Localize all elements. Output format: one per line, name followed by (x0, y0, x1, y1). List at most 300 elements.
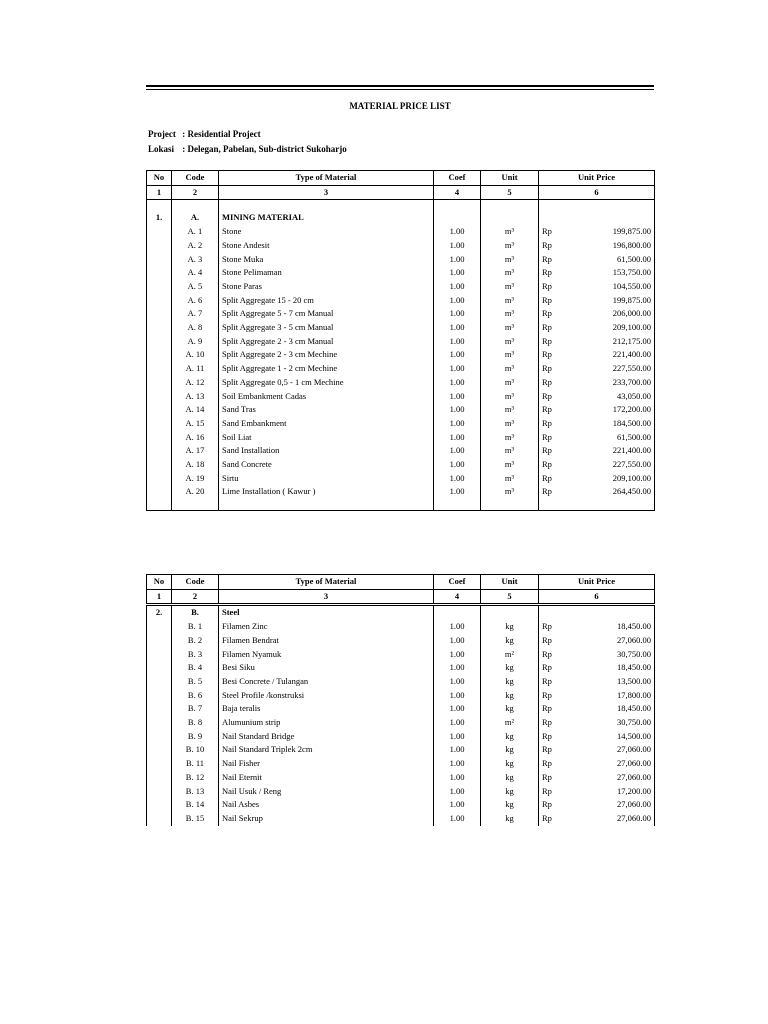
price-value: 17,800.00 (617, 689, 651, 700)
price-value: 104,550.00 (612, 280, 651, 291)
currency: Rp (542, 459, 552, 470)
col-code-header: Code (172, 575, 219, 590)
top-double-rule-inner (146, 89, 654, 90)
material-name: Split Aggregate 5 - 7 cm Manual (219, 307, 434, 321)
col-unit-header: Unit (481, 171, 539, 186)
material-row (147, 716, 655, 730)
material-name: Sand Concrete (219, 458, 434, 472)
currency: Rp (542, 280, 552, 291)
material-code: A. 16 (172, 431, 219, 445)
material-name: Split Aggregate 2 - 3 cm Manual (219, 335, 434, 349)
currency: Rp (542, 486, 552, 497)
material-name: Stone Andesit (219, 239, 434, 253)
material-coef: 1.00 (434, 757, 481, 771)
row-no (147, 321, 172, 335)
row-no (147, 348, 172, 362)
material-unit: m³ (481, 280, 539, 294)
material-row (147, 431, 655, 445)
material-unit: m³ (481, 472, 539, 486)
price-value: 153,750.00 (612, 267, 651, 278)
material-price (539, 335, 655, 349)
material-row (147, 634, 655, 648)
material-coef: 1.00 (434, 812, 481, 826)
price-value: 27,060.00 (617, 758, 651, 769)
material-name: Stone (219, 225, 434, 239)
material-name: Split Aggregate 15 - 20 cm (219, 294, 434, 308)
material-row (147, 417, 655, 431)
location-line (148, 144, 347, 154)
currency: Rp (542, 376, 552, 387)
material-price (539, 472, 655, 486)
material-unit: m³ (481, 266, 539, 280)
material-price (539, 294, 655, 308)
material-price (539, 675, 655, 689)
material-name: Filamen Bendrat (219, 634, 434, 648)
material-name: Filamen Nyamuk (219, 648, 434, 662)
currency: Rp (542, 267, 552, 278)
material-code: A. 19 (172, 472, 219, 486)
row-no (147, 390, 172, 404)
material-unit: m³ (481, 321, 539, 335)
material-row (147, 798, 655, 812)
material-unit: m³ (481, 239, 539, 253)
material-row (147, 785, 655, 799)
material-row (147, 458, 655, 472)
material-row (147, 239, 655, 253)
material-coef: 1.00 (434, 634, 481, 648)
material-coef: 1.00 (434, 253, 481, 267)
material-unit: m³ (481, 294, 539, 308)
material-code: A. 10 (172, 348, 219, 362)
material-code: A. 7 (172, 307, 219, 321)
material-price (539, 321, 655, 335)
material-row (147, 253, 655, 267)
col-num: 3 (219, 185, 434, 200)
currency: Rp (542, 294, 552, 305)
price-value: 43,050.00 (617, 390, 651, 401)
section-heading-row (147, 605, 655, 620)
spacer-row (147, 200, 655, 212)
col-price-header: Unit Price (539, 575, 655, 590)
material-coef: 1.00 (434, 348, 481, 362)
section-heading-row (147, 211, 655, 225)
price-value: 199,875.00 (612, 226, 651, 237)
material-price (539, 362, 655, 376)
currency: Rp (542, 390, 552, 401)
material-coef: 1.00 (434, 335, 481, 349)
currency: Rp (542, 634, 552, 645)
price-value: 30,750.00 (617, 648, 651, 659)
row-no (147, 716, 172, 730)
section-name: Steel (219, 605, 434, 620)
price-value: 14,500.00 (617, 730, 651, 741)
material-price (539, 348, 655, 362)
material-code: B. 2 (172, 634, 219, 648)
price-value: 18,450.00 (617, 621, 651, 632)
material-name: Filamen Zinc (219, 620, 434, 634)
material-unit: kg (481, 785, 539, 799)
project-line (148, 129, 261, 139)
currency: Rp (542, 689, 552, 700)
material-row (147, 280, 655, 294)
row-no (147, 771, 172, 785)
price-value: 61,500.00 (617, 431, 651, 442)
material-code: A. 5 (172, 280, 219, 294)
price-value: 27,060.00 (617, 634, 651, 645)
material-row (147, 321, 655, 335)
currency: Rp (542, 363, 552, 374)
material-unit: kg (481, 620, 539, 634)
material-row (147, 812, 655, 826)
material-coef: 1.00 (434, 307, 481, 321)
material-unit: kg (481, 634, 539, 648)
material-name: Stone Muka (219, 253, 434, 267)
material-code: A. 3 (172, 253, 219, 267)
material-name: Nail Fisher (219, 757, 434, 771)
material-coef: 1.00 (434, 431, 481, 445)
material-coef: 1.00 (434, 294, 481, 308)
currency: Rp (542, 621, 552, 632)
material-price (539, 634, 655, 648)
material-coef: 1.00 (434, 417, 481, 431)
material-unit: kg (481, 661, 539, 675)
price-value: 27,060.00 (617, 799, 651, 810)
material-code: B. 14 (172, 798, 219, 812)
price-value: 18,450.00 (617, 662, 651, 673)
material-row (147, 661, 655, 675)
material-name: Steel Profile /konstruksi (219, 689, 434, 703)
row-no (147, 458, 172, 472)
price-value: 221,400.00 (612, 445, 651, 456)
material-name: Sand Tras (219, 403, 434, 417)
page-title: MATERIAL PRICE LIST (349, 101, 451, 111)
material-unit: kg (481, 730, 539, 744)
material-unit: kg (481, 757, 539, 771)
col-num: 2 (172, 185, 219, 200)
material-code: B. 5 (172, 675, 219, 689)
row-no (147, 648, 172, 662)
material-coef: 1.00 (434, 743, 481, 757)
col-no-header: No (147, 171, 172, 186)
material-code: B. 6 (172, 689, 219, 703)
currency: Rp (542, 812, 552, 823)
material-unit: m³ (481, 225, 539, 239)
price-value: 227,550.00 (612, 363, 651, 374)
material-row (147, 743, 655, 757)
material-row (147, 266, 655, 280)
price-value: 221,400.00 (612, 349, 651, 360)
currency: Rp (542, 308, 552, 319)
material-code: A. 12 (172, 376, 219, 390)
material-unit: m³ (481, 253, 539, 267)
material-code: A. 4 (172, 266, 219, 280)
material-name: Nail Asbes (219, 798, 434, 812)
material-coef: 1.00 (434, 798, 481, 812)
material-code: B. 4 (172, 661, 219, 675)
material-price (539, 812, 655, 826)
row-no (147, 743, 172, 757)
currency: Rp (542, 703, 552, 714)
spacer-row (147, 499, 655, 511)
currency: Rp (542, 253, 552, 264)
material-code: B. 11 (172, 757, 219, 771)
material-code: B. 12 (172, 771, 219, 785)
material-price (539, 280, 655, 294)
material-coef: 1.00 (434, 730, 481, 744)
price-value: 227,550.00 (612, 459, 651, 470)
material-coef: 1.00 (434, 444, 481, 458)
material-price (539, 417, 655, 431)
material-unit: m³ (481, 444, 539, 458)
material-unit: m² (481, 648, 539, 662)
material-price (539, 239, 655, 253)
material-unit: m³ (481, 403, 539, 417)
material-coef: 1.00 (434, 702, 481, 716)
price-value: 27,060.00 (617, 771, 651, 782)
col-type-header: Type of Material (219, 575, 434, 590)
row-no (147, 335, 172, 349)
price-value: 264,450.00 (612, 486, 651, 497)
material-name: Nail Eternit (219, 771, 434, 785)
material-coef: 1.00 (434, 675, 481, 689)
row-no (147, 812, 172, 826)
currency: Rp (542, 472, 552, 483)
material-row (147, 702, 655, 716)
row-no (147, 472, 172, 486)
material-row (147, 472, 655, 486)
row-no (147, 757, 172, 771)
material-coef: 1.00 (434, 239, 481, 253)
currency: Rp (542, 239, 552, 250)
material-price (539, 620, 655, 634)
price-value: 209,100.00 (612, 322, 651, 333)
price-value: 196,800.00 (612, 239, 651, 250)
currency: Rp (542, 322, 552, 333)
material-row (147, 771, 655, 785)
material-row (147, 757, 655, 771)
material-unit: m³ (481, 376, 539, 390)
material-coef: 1.00 (434, 472, 481, 486)
row-no (147, 730, 172, 744)
material-code: A. 11 (172, 362, 219, 376)
material-code: B. 13 (172, 785, 219, 799)
material-name: Sand Embankment (219, 417, 434, 431)
row-no (147, 266, 172, 280)
material-row (147, 689, 655, 703)
material-row (147, 648, 655, 662)
material-code: B. 7 (172, 702, 219, 716)
material-name: Nail Sekrup (219, 812, 434, 826)
material-price (539, 485, 655, 499)
material-coef: 1.00 (434, 280, 481, 294)
material-price (539, 730, 655, 744)
material-name: Stone Paras (219, 280, 434, 294)
material-coef: 1.00 (434, 458, 481, 472)
material-price (539, 225, 655, 239)
material-name: Split Aggregate 3 - 5 cm Manual (219, 321, 434, 335)
project-label: Project (148, 129, 176, 139)
material-code: B. 8 (172, 716, 219, 730)
material-price (539, 431, 655, 445)
material-price (539, 307, 655, 321)
row-no (147, 376, 172, 390)
material-coef: 1.00 (434, 321, 481, 335)
material-price (539, 702, 655, 716)
material-code: A. 17 (172, 444, 219, 458)
price-value: 199,875.00 (612, 294, 651, 305)
material-row (147, 620, 655, 634)
material-code: A. 1 (172, 225, 219, 239)
material-price (539, 785, 655, 799)
row-no (147, 485, 172, 499)
col-num: 2 (172, 589, 219, 605)
material-price (539, 266, 655, 280)
price-value: 209,100.00 (612, 472, 651, 483)
material-coef: 1.00 (434, 689, 481, 703)
currency: Rp (542, 335, 552, 346)
material-unit: m³ (481, 335, 539, 349)
price-table-steel (146, 574, 655, 826)
col-num: 6 (539, 589, 655, 605)
material-name: Soil Liat (219, 431, 434, 445)
col-unit-header: Unit (481, 575, 539, 590)
material-price (539, 390, 655, 404)
currency: Rp (542, 730, 552, 741)
section-code: B. (172, 605, 219, 620)
col-num: 6 (539, 185, 655, 200)
material-unit: m³ (481, 362, 539, 376)
material-unit: m³ (481, 307, 539, 321)
material-row (147, 335, 655, 349)
col-no-header: No (147, 575, 172, 590)
material-coef: 1.00 (434, 390, 481, 404)
material-code: B. 15 (172, 812, 219, 826)
material-unit: kg (481, 675, 539, 689)
material-name: Alumunium strip (219, 716, 434, 730)
material-unit: kg (481, 771, 539, 785)
col-num: 5 (481, 589, 539, 605)
material-row (147, 390, 655, 404)
top-double-rule (146, 85, 654, 87)
currency: Rp (542, 758, 552, 769)
currency: Rp (542, 771, 552, 782)
section-no: 2. (147, 605, 172, 620)
material-row (147, 294, 655, 308)
material-price (539, 689, 655, 703)
material-code: A. 8 (172, 321, 219, 335)
material-code: A. 20 (172, 485, 219, 499)
material-name: Split Aggregate 1 - 2 cm Mechine (219, 362, 434, 376)
material-coef: 1.00 (434, 785, 481, 799)
material-price (539, 771, 655, 785)
section-name: MINING MATERIAL (219, 211, 434, 225)
material-name: Nail Standard Triplek 2cm (219, 743, 434, 757)
row-no (147, 620, 172, 634)
material-price (539, 253, 655, 267)
material-row (147, 444, 655, 458)
material-name: Besi Siku (219, 661, 434, 675)
row-no (147, 239, 172, 253)
material-code: A. 15 (172, 417, 219, 431)
price-value: 27,060.00 (617, 812, 651, 823)
col-num: 1 (147, 589, 172, 605)
material-code: B. 3 (172, 648, 219, 662)
material-code: B. 9 (172, 730, 219, 744)
row-no (147, 689, 172, 703)
row-no (147, 634, 172, 648)
material-unit: m³ (481, 431, 539, 445)
material-row (147, 307, 655, 321)
material-coef: 1.00 (434, 771, 481, 785)
row-no (147, 431, 172, 445)
material-code: A. 18 (172, 458, 219, 472)
material-code: A. 6 (172, 294, 219, 308)
currency: Rp (542, 417, 552, 428)
price-value: 233,700.00 (612, 376, 651, 387)
col-coef-header: Coef (434, 575, 481, 590)
material-code: A. 2 (172, 239, 219, 253)
price-value: 13,500.00 (617, 675, 651, 686)
price-table-mining (146, 170, 655, 511)
col-num: 5 (481, 185, 539, 200)
material-coef: 1.00 (434, 648, 481, 662)
currency: Rp (542, 744, 552, 755)
currency: Rp (542, 226, 552, 237)
material-name: Soil Embankment Cadas (219, 390, 434, 404)
material-unit: kg (481, 702, 539, 716)
material-name: Split Aggregate 2 - 3 cm Mechine (219, 348, 434, 362)
currency: Rp (542, 675, 552, 686)
col-code-header: Code (172, 171, 219, 186)
location-label: Lokasi (148, 144, 175, 154)
row-no (147, 675, 172, 689)
material-coef: 1.00 (434, 266, 481, 280)
currency: Rp (542, 404, 552, 415)
col-num: 1 (147, 185, 172, 200)
row-no (147, 444, 172, 458)
currency: Rp (542, 785, 552, 796)
material-name: Split Aggregate 0,5 - 1 cm Mechine (219, 376, 434, 390)
material-unit: m³ (481, 485, 539, 499)
material-name: Sand Installation (219, 444, 434, 458)
material-coef: 1.00 (434, 620, 481, 634)
section-code: A. (172, 211, 219, 225)
currency: Rp (542, 648, 552, 659)
material-unit: kg (481, 812, 539, 826)
material-name: Besi Concrete / Tulangan (219, 675, 434, 689)
material-coef: 1.00 (434, 376, 481, 390)
currency: Rp (542, 431, 552, 442)
row-no (147, 225, 172, 239)
material-unit: kg (481, 798, 539, 812)
material-code: B. 1 (172, 620, 219, 634)
col-num: 4 (434, 185, 481, 200)
price-value: 172,200.00 (612, 404, 651, 415)
price-value: 184,500.00 (612, 417, 651, 428)
currency: Rp (542, 349, 552, 360)
material-row (147, 376, 655, 390)
material-row (147, 348, 655, 362)
material-name: Nail Usuk / Reng (219, 785, 434, 799)
material-coef: 1.00 (434, 716, 481, 730)
material-unit: m² (481, 716, 539, 730)
material-row (147, 362, 655, 376)
row-no (147, 785, 172, 799)
row-no (147, 253, 172, 267)
material-unit: kg (481, 689, 539, 703)
col-coef-header: Coef (434, 171, 481, 186)
material-coef: 1.00 (434, 661, 481, 675)
